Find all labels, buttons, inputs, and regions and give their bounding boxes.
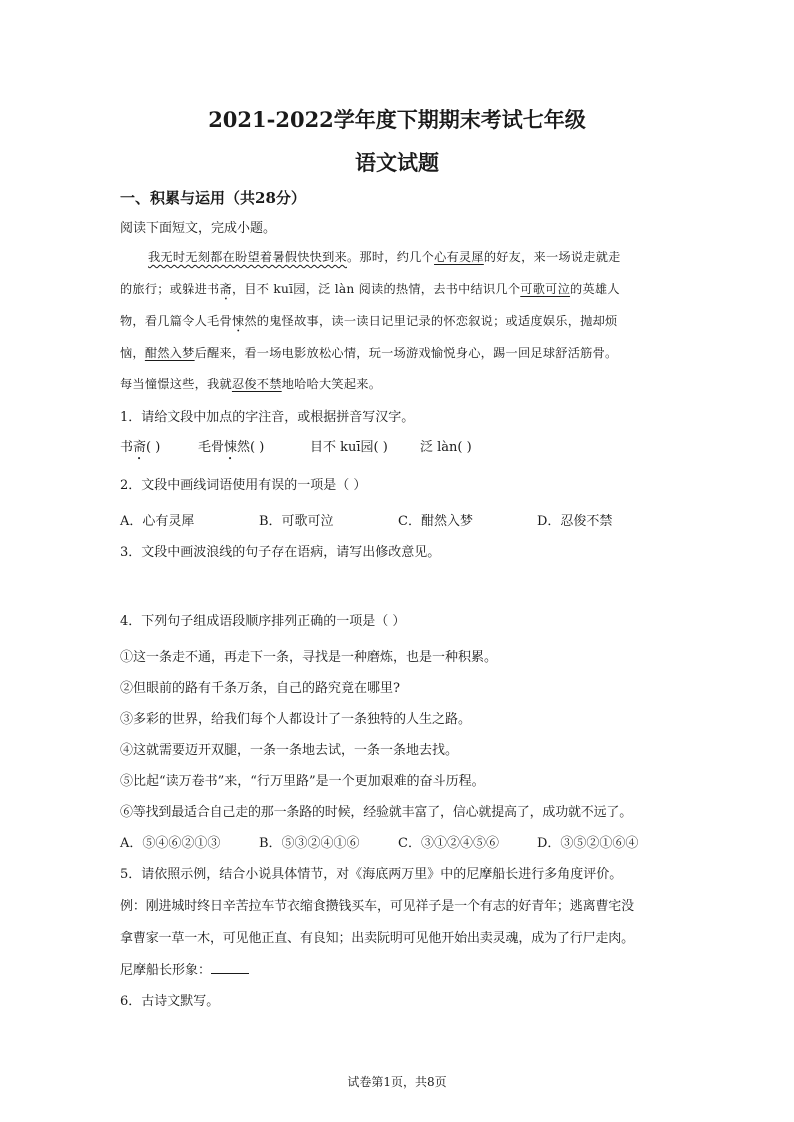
dotted-char-zhai: 斋 xyxy=(219,282,232,296)
exam-subtitle: 语文试题 xyxy=(355,150,439,175)
question-1-fill-2: 毛骨悚然( ) xyxy=(198,440,265,455)
question-3-stem: 3．文段中画波浪线的句子存在语病，请写出修改意见。 xyxy=(120,545,441,560)
question-1-fill-3: 目不 kuī园( ) xyxy=(310,440,388,455)
passage-line-1: 我无时无刻都在盼望着暑假快快到来。那时，约几个心有灵犀的好友，来一场说走就走 xyxy=(148,250,621,264)
exam-title: 2021-2022学年度下期期末考试七年级 xyxy=(208,107,586,132)
underlined-phrase-4: 忍俊不禁 xyxy=(231,377,282,391)
passage-line-3: 物，看几篇令人毛骨悚然的鬼怪故事，读一读日记里记录的怀恋叙说；或适度娱乐，抛却烦 xyxy=(120,314,618,328)
question-4-sentence-3: ③多彩的世界，给我们每个人都设计了一条独特的人生之路。 xyxy=(120,712,472,727)
underlined-phrase-2: 可歌可泣 xyxy=(520,282,571,296)
question-4-sentence-1: ①这一条走不通，再走下一条，寻找是一种磨炼，也是一种积累。 xyxy=(120,650,498,665)
question-1-stem: 1．请给文段中加点的字注音，或根据拼音写汉字。 xyxy=(120,410,415,425)
question-1-fill-1: 书斋( ) xyxy=(120,440,161,455)
question-2-option-c[interactable]: C．酣然入梦 xyxy=(398,514,473,529)
question-5-example-line-1: 例：刚进城时终日辛苦拉车节衣缩食攒钱买车，可见祥子是一个有志的好青年；逃离曹宅没 xyxy=(120,899,635,914)
question-4-option-d[interactable]: D．③⑤②①⑥④ xyxy=(537,836,639,851)
reading-instruction: 阅读下面短文，完成小题。 xyxy=(120,221,277,236)
passage-line-2: 的旅行；或躲进书斋，目不 kuī园，泛 làn 阅读的热情，去书中结识几个可歌可泣的英雄人 xyxy=(120,282,620,296)
question-4-option-c[interactable]: C．③①②④⑤⑥ xyxy=(398,836,499,851)
question-2-stem: 2．文段中画线词语使用有误的一项是（ ） xyxy=(120,478,367,493)
passage-line-5: 每当憧憬这些，我就忍俊不禁地哈哈大笑起来。 xyxy=(120,377,382,391)
question-4-option-b[interactable]: B．⑤③②④①⑥ xyxy=(259,836,360,851)
question-4-sentence-5: ⑤比起“读万卷书”来，“行万里路”是一个更加艰难的奋斗历程。 xyxy=(120,774,485,789)
dotted-char-song: 悚 xyxy=(231,314,245,328)
question-4-sentence-4: ④这就需要迈开双腿，一条一条地去试，一条一条地去找。 xyxy=(120,743,459,758)
section-heading: 一、积累与运用（共28分） xyxy=(120,189,306,207)
page-footer: 试卷第1页，共8页 xyxy=(347,1075,447,1089)
passage-line-4: 恼，酣然入梦后醒来，看一场电影放松心情，玩一场游戏愉悦身心，踢一回足球舒活筋骨。 xyxy=(120,346,618,360)
question-5-answer-label: 尼摩船长形象： xyxy=(120,963,212,978)
question-4-sentence-2: ②但眼前的路有千条万条，自己的路究竟在哪里? xyxy=(120,681,400,696)
question-2-option-a[interactable]: A．心有灵犀 xyxy=(120,514,195,529)
answer-blank[interactable] xyxy=(211,961,249,974)
underlined-phrase-1: 心有灵犀 xyxy=(434,250,484,264)
question-6-stem: 6．古诗文默写。 xyxy=(120,994,220,1009)
question-4-sentence-6: ⑥等找到最适合自己走的那一条路的时候，经验就丰富了，信心就提高了，成功就不远了。 xyxy=(120,805,633,820)
question-4-option-a[interactable]: A．⑤④⑥②①③ xyxy=(120,836,221,851)
question-5-example-line-2: 拿曹家一草一木，可见他正直、有良知；出卖阮明可见他开始出卖灵魂，成为了行尸走肉。 xyxy=(120,931,635,946)
question-5-stem: 5．请依照示例，结合小说具体情节，对《海底两万里》中的尼摩船长进行多角度评价。 xyxy=(120,867,623,882)
underlined-phrase-3: 酣然入梦 xyxy=(144,346,195,360)
question-1-fill-4: 泛 làn( ) xyxy=(420,440,472,455)
wavy-sentence: 我无时无刻都在盼望着暑假快快到来 xyxy=(148,250,347,264)
dotted-char-zhai-q1: 斋 xyxy=(133,440,147,455)
question-2-option-d[interactable]: D．忍俊不禁 xyxy=(537,514,613,529)
question-5-answer xyxy=(120,959,249,978)
question-4-stem: 4．下列句子组成语段顺序排列正确的一项是（ ） xyxy=(120,614,406,629)
question-2-option-b[interactable]: B．可歌可泣 xyxy=(259,514,334,529)
dotted-char-song-q1: 悚 xyxy=(224,440,238,455)
